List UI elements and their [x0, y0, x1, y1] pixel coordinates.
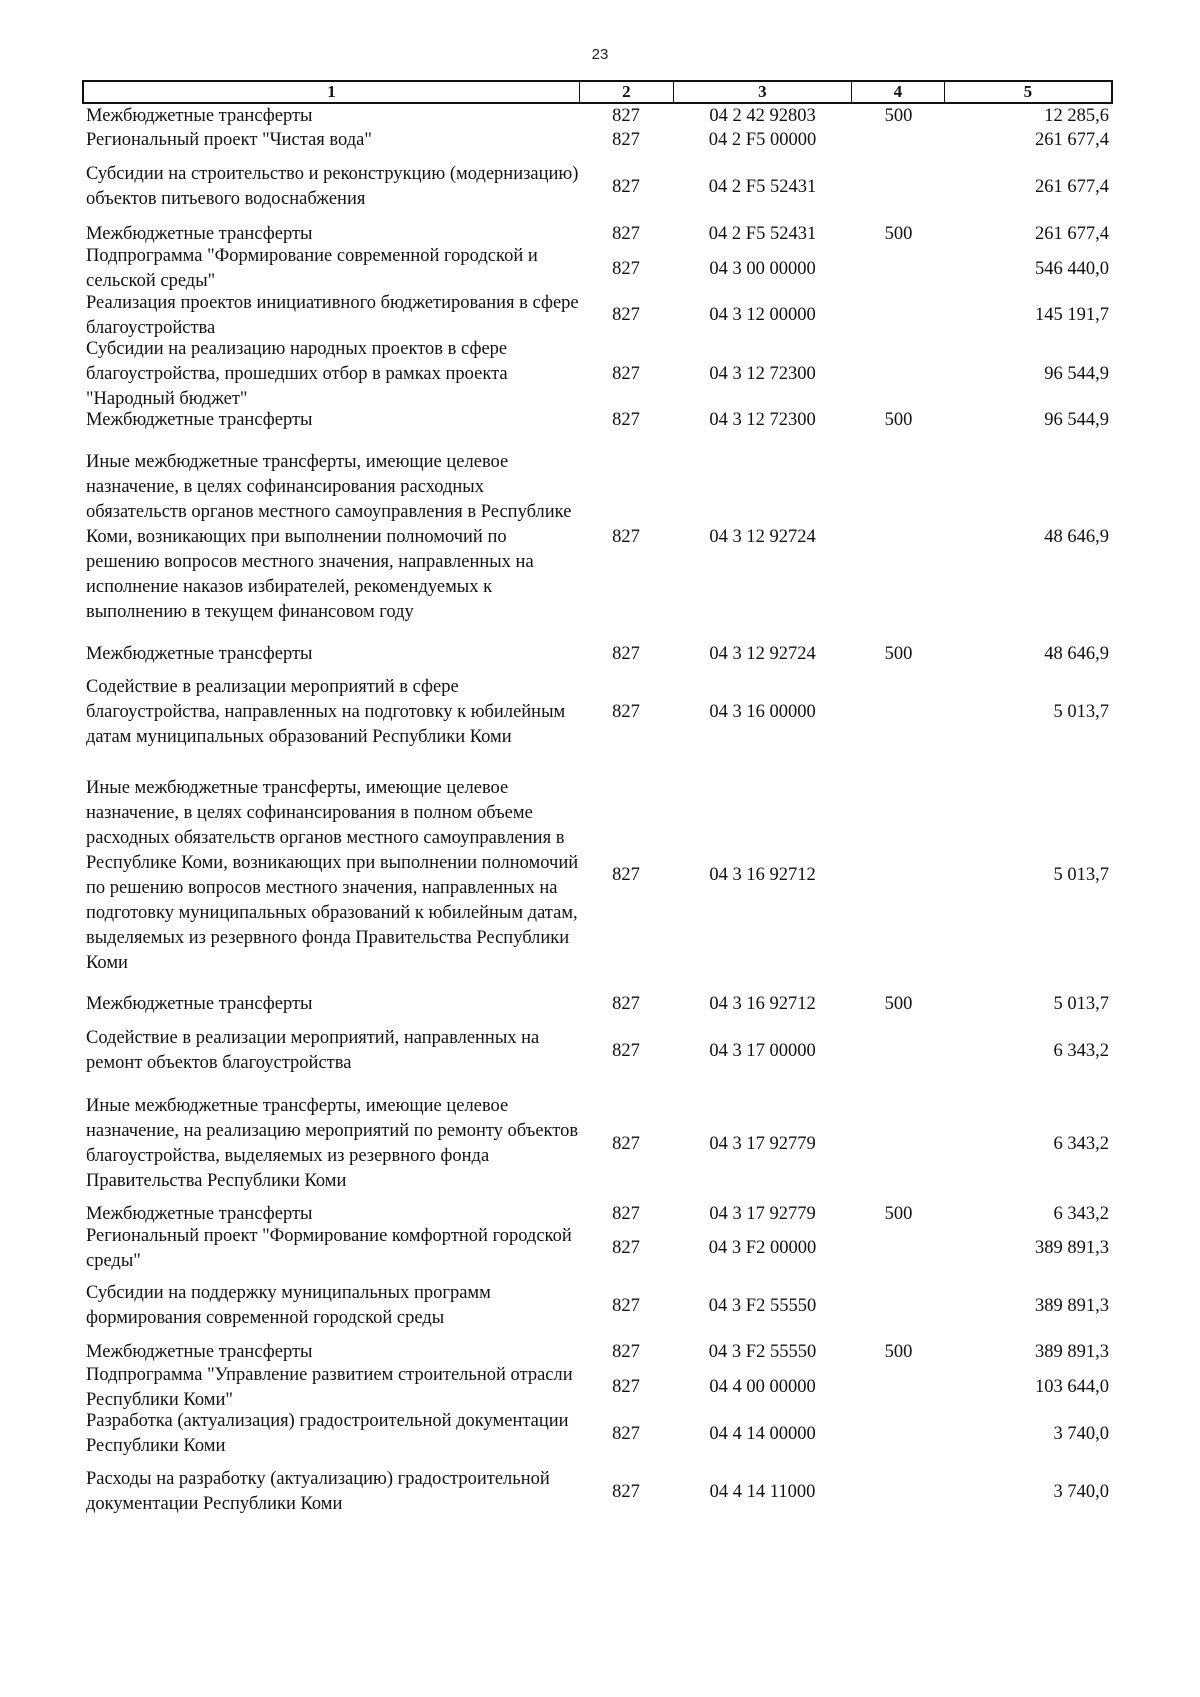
row-col-5: 6 343,2 — [1053, 1133, 1109, 1154]
row-col-3: 04 4 14 00000 — [709, 1423, 816, 1444]
row-col-3: 04 2 42 92803 — [709, 105, 816, 126]
table-row — [82, 432, 1113, 642]
row-name: Разработка (актуализация) градостроительной документации Республики Коми — [86, 1411, 569, 1456]
table-row — [82, 666, 1113, 759]
row-col-2: 827 — [612, 865, 640, 885]
table-row — [82, 1364, 1113, 1411]
row-col-5: 389 891,3 — [1035, 1238, 1109, 1258]
header-col-2: 2 — [579, 82, 673, 102]
row-col-3: 04 3 12 00000 — [709, 305, 816, 325]
table-row — [82, 759, 1113, 992]
row-col-5: 389 891,3 — [1035, 1342, 1109, 1362]
row-name: Субсидии на поддержку муниципальных программ формирования современной городской среды — [86, 1283, 491, 1328]
row-name: Субсидии на реализацию народных проектов в сфере благоустройства, прошедших отбор в рамках проекта "Народный бюджет" — [86, 338, 508, 409]
row-col-5: 261 677,4 — [1035, 223, 1109, 244]
header-col-3: 3 — [673, 82, 851, 102]
row-col-3: 04 3 17 92779 — [709, 1203, 816, 1224]
row-col-5: 261 677,4 — [1035, 129, 1109, 150]
table-row — [82, 292, 1113, 339]
table-header — [82, 80, 1113, 104]
row-col-4: 500 — [884, 105, 913, 126]
row-col-2: 827 — [612, 129, 640, 150]
row-col-2: 827 — [612, 258, 640, 279]
row-col-2: 827 — [612, 305, 640, 325]
table-row — [82, 1226, 1113, 1271]
row-col-5: 5 013,7 — [1053, 702, 1109, 722]
table-row — [82, 992, 1113, 1016]
table-row — [82, 128, 1113, 152]
header-col-5: 5 — [944, 82, 1111, 102]
row-col-4: 500 — [884, 1342, 913, 1362]
row-col-2: 827 — [612, 223, 640, 244]
row-col-2: 827 — [612, 643, 640, 664]
row-col-2: 827 — [612, 1481, 640, 1502]
row-name: Подпрограмма "Формирование современной городской и сельской среды" — [86, 246, 538, 291]
table-row — [82, 642, 1113, 666]
row-col-2: 827 — [612, 410, 640, 430]
row-col-2: 827 — [612, 1423, 640, 1444]
row-col-5: 96 544,9 — [1044, 363, 1109, 384]
row-col-5: 96 544,9 — [1044, 410, 1109, 430]
table-row — [82, 1016, 1113, 1086]
table-row — [82, 152, 1113, 222]
row-col-3: 04 3 17 00000 — [709, 1040, 816, 1061]
row-col-4: 500 — [884, 410, 913, 430]
table-row — [82, 104, 1113, 128]
page-number: 23 — [591, 46, 609, 63]
row-col-3: 04 3 12 72300 — [709, 363, 816, 384]
row-col-5: 48 646,9 — [1044, 526, 1109, 547]
row-col-4: 500 — [884, 993, 913, 1014]
row-col-4: 500 — [884, 223, 913, 244]
row-col-3: 04 3 17 92779 — [709, 1133, 816, 1154]
row-name: Иные межбюджетные трансферты, имеющие целевое назначение, в целях софинансирования в полном объеме расходных обязательств органов местного самоуправления в Республике Коми, возникающих при выполнении полномочий по решению вопросов местного значения, направленных на подготовку муниципальных образований к юбилейным датам, выделяемых из резервного фонда Правительства Республики Коми — [86, 777, 579, 973]
row-col-3: 04 3 16 00000 — [709, 702, 816, 722]
row-name: Содействие в реализации мероприятий в сфере благоустройства, направленных на подготовку к юбилейным датам муниципальных образований Республики Коми — [86, 677, 566, 747]
row-col-5: 3 740,0 — [1053, 1481, 1109, 1502]
row-name: Иные межбюджетные трансферты, имеющие целевое назначение, на реализацию мероприятий по ремонту объектов благоустройства, выделяемых из резервного фонда Правительства Республики Коми — [86, 1096, 579, 1191]
table-body — [82, 104, 1113, 1527]
table-row — [82, 409, 1113, 432]
header-col-1: 1 — [327, 82, 336, 101]
row-col-5: 6 343,2 — [1053, 1203, 1109, 1224]
row-col-5: 103 644,0 — [1035, 1377, 1109, 1397]
row-col-3: 04 2 F5 52431 — [708, 223, 817, 244]
row-name: Межбюджетные трансферты — [86, 105, 313, 126]
row-name: Межбюджетные трансферты — [86, 1342, 313, 1362]
row-col-2: 827 — [612, 1377, 640, 1397]
row-col-3: 04 3 12 92724 — [709, 526, 816, 547]
row-col-2: 827 — [612, 1342, 640, 1362]
row-col-3: 04 4 14 11000 — [709, 1481, 816, 1502]
row-col-5: 48 646,9 — [1044, 643, 1109, 664]
row-col-3: 04 3 F2 00000 — [708, 1238, 817, 1258]
row-col-2: 827 — [612, 1040, 640, 1061]
row-col-3: 04 3 00 00000 — [709, 258, 816, 279]
budget-table — [82, 80, 1113, 1527]
row-col-2: 827 — [612, 176, 640, 197]
row-col-5: 3 740,0 — [1053, 1423, 1109, 1444]
table-row — [82, 222, 1113, 246]
row-name: Иные межбюджетные трансферты, имеющие целевое назначение, в целях софинансирования расходных обязательств органов местного самоуправления в Республике Коми, возникающих при выполнении полномочий по решению вопросов местного значения, направленных на исполнение наказов избирателей, рекомендуемых к выполнению в текущем финансовом году — [86, 451, 572, 622]
row-name: Межбюджетные трансферты — [86, 643, 313, 664]
row-col-3: 04 3 F2 55550 — [708, 1342, 817, 1362]
row-col-5: 5 013,7 — [1053, 993, 1109, 1014]
table-row — [82, 339, 1113, 409]
row-name: Межбюджетные трансферты — [86, 410, 313, 430]
row-name: Региональный проект "Чистая вода" — [86, 129, 372, 150]
row-col-5: 5 013,7 — [1053, 865, 1109, 885]
row-name: Межбюджетные трансферты — [86, 223, 313, 244]
row-col-3: 04 2 F5 52431 — [708, 176, 817, 197]
table-row — [82, 1271, 1113, 1341]
row-col-2: 827 — [612, 105, 640, 126]
row-col-5: 145 191,7 — [1035, 305, 1109, 325]
row-col-5: 261 677,4 — [1035, 176, 1109, 197]
row-name: Субсидии на строительство и реконструкцию (модернизацию) объектов питьевого водоснабжения — [86, 164, 579, 209]
row-col-3: 04 3 12 72300 — [709, 410, 816, 430]
row-col-3: 04 3 F2 55550 — [708, 1295, 817, 1316]
row-col-5: 6 343,2 — [1053, 1040, 1109, 1061]
row-name: Региональный проект "Формирование комфортной городской среды" — [86, 1225, 572, 1271]
row-col-3: 04 3 16 92712 — [709, 993, 816, 1014]
table-row — [82, 1341, 1113, 1364]
row-col-4: 500 — [884, 1203, 913, 1224]
row-col-2: 827 — [612, 1203, 640, 1224]
table-row — [82, 1086, 1113, 1202]
row-col-3: 04 4 00 00000 — [709, 1377, 816, 1397]
row-col-2: 827 — [612, 1238, 640, 1258]
row-col-2: 827 — [612, 1133, 640, 1154]
row-col-2: 827 — [612, 1295, 640, 1316]
row-name: Межбюджетные трансферты — [86, 993, 313, 1014]
row-name: Межбюджетные трансферты — [86, 1203, 313, 1224]
row-col-3: 04 3 16 92712 — [709, 865, 816, 885]
row-col-4: 500 — [884, 643, 913, 664]
row-col-5: 546 440,0 — [1035, 258, 1109, 279]
header-col-4: 4 — [851, 82, 944, 102]
row-col-3: 04 2 F5 00000 — [708, 129, 817, 150]
table-row — [82, 1411, 1113, 1457]
row-name: Реализация проектов инициативного бюджетирования в сфере благоустройства — [86, 292, 579, 338]
row-col-5: 389 891,3 — [1035, 1295, 1109, 1316]
row-col-2: 827 — [612, 702, 640, 722]
table-row — [82, 246, 1113, 292]
row-col-5: 12 285,6 — [1044, 105, 1109, 126]
table-row — [82, 1457, 1113, 1527]
row-name: Содействие в реализации мероприятий, направленных на ремонт объектов благоустройства — [86, 1028, 540, 1073]
row-name: Подпрограмма "Управление развитием строительной отрасли Республики Коми" — [86, 1364, 573, 1410]
row-col-2: 827 — [612, 363, 640, 384]
row-col-2: 827 — [612, 526, 640, 547]
row-col-3: 04 3 12 92724 — [709, 643, 816, 664]
row-col-2: 827 — [612, 993, 640, 1014]
row-name: Расходы на разработку (актуализацию) градостроительной документации Республики Коми — [86, 1469, 550, 1514]
table-row — [82, 1202, 1113, 1226]
